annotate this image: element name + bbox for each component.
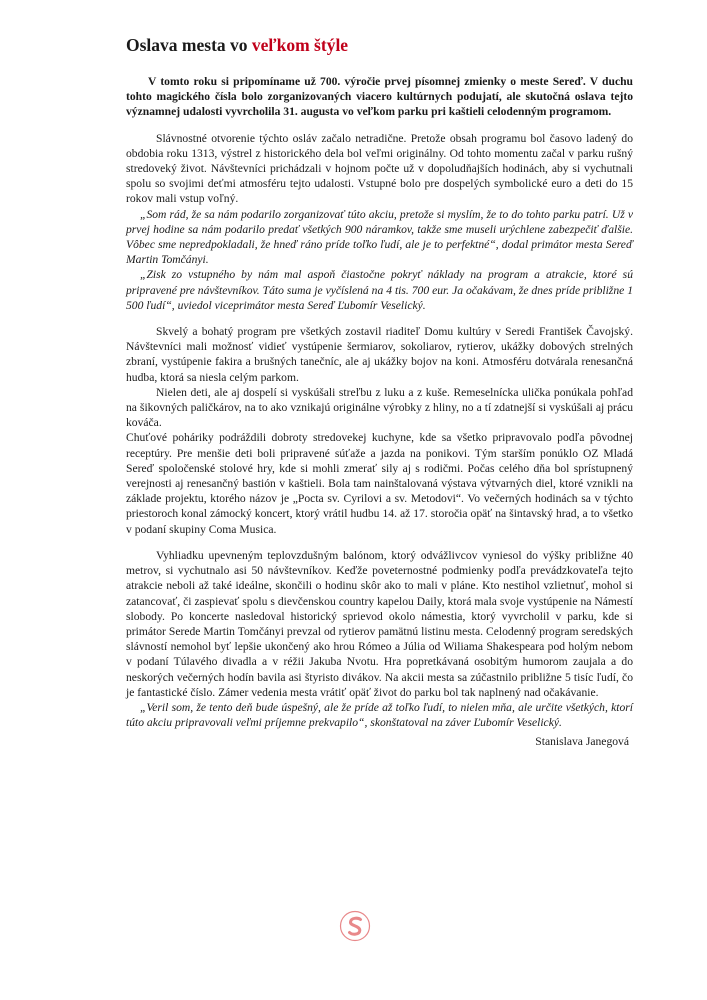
quote-mayor: „Som rád, že sa nám podarilo zorganizovať túto akciu, pretože si myslím, že to do tohto parku patrí. Už v prvej hodine sa nám podarilo predať všetkých 900 náramkov, takže sme museli urýchlene zabezpečiť ďalšie. Vôbec sme nepredpokladali, že hneď ráno príde toľko ľudí, ale je to perfektné“, dodal primátor mesta Sereď Martin Tomčányi.: [126, 207, 633, 267]
author-signature: Stanislava Janegová: [535, 735, 629, 749]
paragraph-program: Skvelý a bohatý program pre všetkých zostavil riaditeľ Domu kultúry v Seredi František Čavojský. Návštevníci mali možnosť vidieť vystúpenie šermiarov, sokoliarov, rytierov, ukážky dobových strelných zbraní, vystúpenie fakira a brušných tanečníc, ale aj ukážky bojov na koni. Atmosféru dotvárala renesančná hudba, ktorá sa niesla celým parkom.: [126, 325, 633, 384]
paragraph-opening: Slávnostné otvorenie týchto osláv začalo netradične. Pretože obsah programu bol časovo ladený do obdobia roku 1313, výstrel z historického dela bol veľmi originálny. Od tohto momentu začal v parku rušný stredoveký život. Návštevníci prichádzali v hojnom počte už v dopoludňajších hodinách, aby si vychutnali spolu so svojimi deťmi atmosféru tejto udalosti. Vstupné bolo pre dospelých symbolické euro a deti do 15 rokov mali vstup voľný.: [126, 131, 633, 206]
article-title: [126, 34, 633, 56]
paragraph-balloon: Vyhliadku upevneným teplovzdušným balónom, ktorý odvážlivcov vyniesol do výšky približne 40 metrov, si vychutnalo asi 50 návštevníkov. Keďže poveternostné podmienky podľa prevádzkovateľa tejto atrakcie neboli až také ideálne, skončili o hodinu skôr ako to mali v pláne. Kto nestihol vzlietnuť, mohol si zatancovať, či zaspievať spolu s dievčenskou country kapelou Daily, ktorá mala svoje vystúpenie na Námestí slobody. Po koncerte nasledoval historický sprievod okolo námestia, ktorý vyvrcholil v parku, kde si primátor Serede Martin Tomčányi prevzal od rytierov pamätnú listinu mesta. Celodenný program seredských slávností nemohol byť lepšie ukončený ako hrou Rómeo a Júlia od Wiliama Shakespeara pod holým nebom v podaní Túlavého divadla a v réžii Jakuba Nvotu. Hra popretkávaná osobitým humorom zaujala a do neskorých večerných hodín bavila asi štyristo divákov. Na akcii mesta sa zúčastnilo približne 5 tisíc ľudí, čo je fantastické číslo. Zámer vedenia mesta vrátiť opäť život do parku bol tak naplnený nad očakávanie.: [126, 548, 633, 699]
article-lead: V tomto roku si pripomíname už 700. výročie prvej písomnej zmienky o meste Sereď. V duchu tohto magického čísla bolo zorganizovaných viacero kultúrnych podujatí, ale skutočná oslava tejto významnej udalosti vyvrcholila 31. augusta vo veľkom parku pri kaštieli celodenným programom.: [126, 75, 633, 119]
paragraph-kitchen: Chuťové poháriky podráždili dobroty stredovekej kuchyne, kde sa všetko pripravovalo podľa pôvodnej receptúry. Pre menšie deti boli pripravené súťaže a jazda na ponikovi. Tým starším ponúklo OZ Mladá Sereď spoločenské stolové hry, kde si mohli zmerať sily aj s rodičmi. Počas celého dňa bol sprístupnený verejnosti aj renesančný bastión v kaštieli. Bola tam nainštalovaná výstava výtvarných diel, ktoré vznikli na základe projektu, ktorého názov je „Pocta sv. Cyrilovi a sv. Metodovi“. Vo večerných hodinách sa v týchto priestoroch konal zámocký koncert, ktorý vrátil hudbu 14. až 17. storočia opäť na šintavský hrad, a to všetko v podaní skupiny Coma Musica.: [126, 431, 633, 536]
paragraph-crafts: Nielen deti, ale aj dospelí si vyskúšali streľbu z luku a z kuše. Remeselnícka ulička ponúkala pohľad na šikovných paličkárov, na to ako vznikajú originálne výrobky z hliny, no a tí zdatnejší si vyskúšali aj prácu kováča.: [126, 385, 633, 430]
quote-vice-mayor: „Zisk zo vstupného by nám mal aspoň čiastočne pokryť náklady na program a atrakcie, ktoré sú pripravené pre návštevníkov. Táto suma je vyčíslená na 4 tis. 700 eur. Ja očakávam, že dnes príde približne 1 500 ľudí“, uviedol viceprimátor mesta Sereď Ľubomír Veselický.: [126, 268, 633, 312]
stylized-s-logo-icon: [339, 910, 371, 942]
article-title-main: Oslava mesta vo: [126, 35, 252, 55]
quote-closing: „Veril som, že tento deň bude úspešný, ale že príde až toľko ľudí, to nielen mňa, ale určite všetkých, ktorí túto akciu pripravovali veľmi príjemne prekvapilo“, skonštatoval na záver Ľubomír Veselický.: [126, 700, 633, 730]
article-title-accent: veľkom štýle: [251, 35, 349, 55]
